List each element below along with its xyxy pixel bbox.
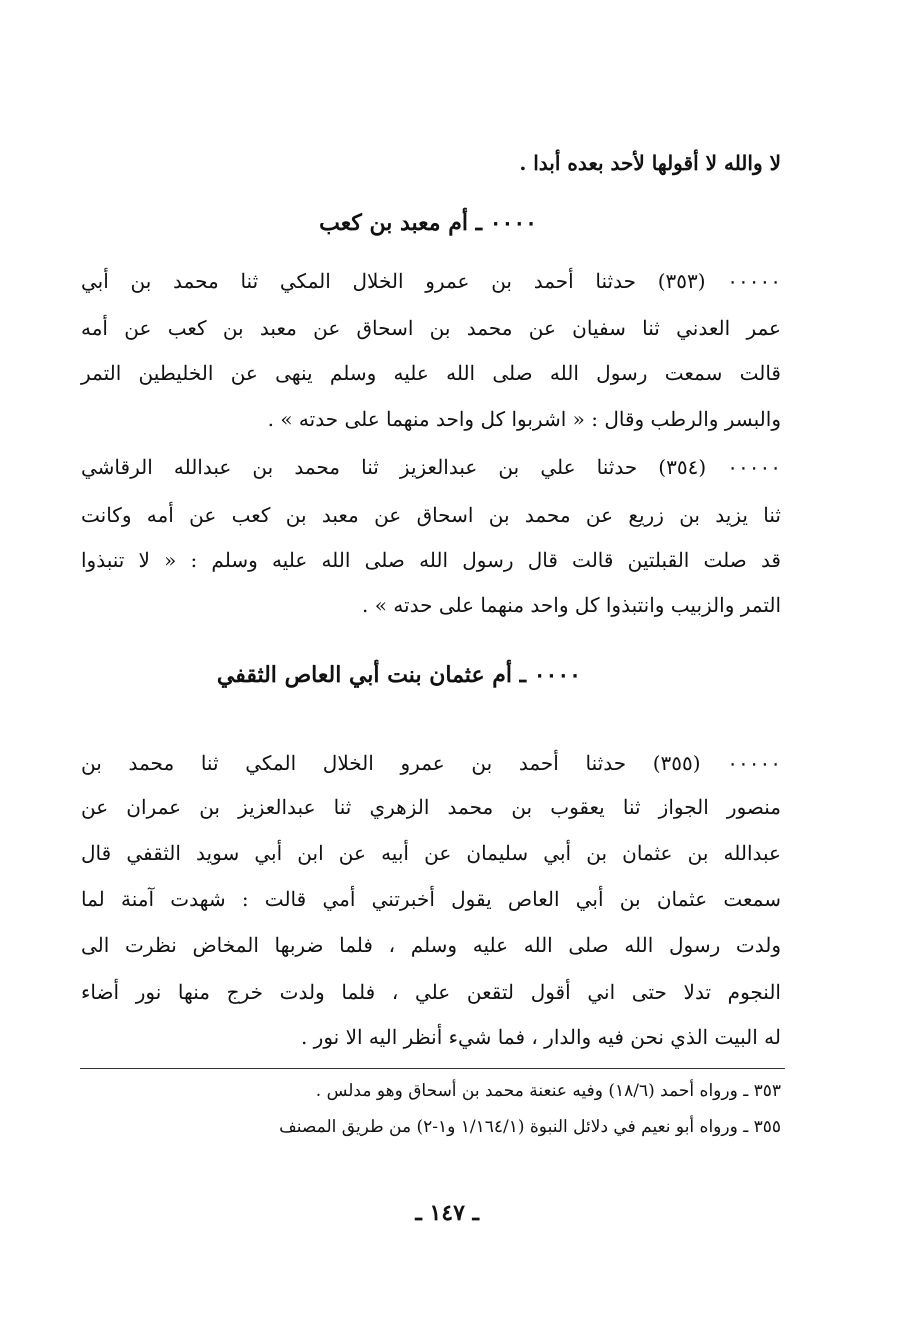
section-heading-umm-mabad: ٠٠٠٠ ـ أم معبد بن كعب (319, 210, 537, 236)
hadith-355-line-1: ٠٠٠٠٠ (٣٥٥) حدثنا أحمد بن عمرو الخلال المكي ثنا محمد بن (81, 751, 781, 775)
hadith-355-line-4: سمعت عثمان بن أبي العاص يقول أخبرتني أمي قالت : شهدت آمنة لما (81, 887, 781, 911)
hadith-353-line-1: ٠٠٠٠٠ (٣٥٣) حدثنا أحمد بن عمرو الخلال المكي ثنا محمد بن أبي (81, 269, 781, 293)
hadith-355-line-5: ولدت رسول الله صلى الله عليه وسلم ، فلما ضربها المخاض نظرت الى (81, 933, 781, 957)
opening-line: لا والله لا أقولها لأحد بعده أبدا . (519, 151, 781, 175)
hadith-355-line-7: له البيت الذي نحن فيه والدار ، فما شيء أنظر اليه الا نور . (300, 1025, 781, 1049)
footnote-353: ٣٥٣ ـ ورواه أحمد (١٨/٦) وفيه عنعنة محمد بن أسحاق وهو مدلس . (315, 1081, 781, 1101)
hadith-353-line-2: عمر العدني ثنا سفيان عن محمد بن اسحاق عن معبد بن كعب عن أمه (81, 316, 781, 340)
hadith-354-line-3: قد صلت القبلتين قالت قال رسول الله صلى الله عليه وسلم : « لا تنبذوا (81, 548, 781, 572)
page-number: ـ ١٤٧ ـ (415, 1200, 479, 1226)
hadith-355-line-2: منصور الجواز ثنا يعقوب بن محمد الزهري ثنا عبدالعزيز بن عمران عن (81, 795, 781, 819)
footnote-355: ٣٥٥ ـ ورواه أبو نعيم في دلائل النبوة (١/١٦٤/١ و١-٢) من طريق المصنف (279, 1117, 781, 1137)
section-heading-umm-uthman: ٠٠٠٠ ـ أم عثمان بنت أبي العاص الثقفي (216, 662, 581, 688)
hadith-353-line-3: قالت سمعت رسول الله صلى الله عليه وسلم ينهى عن الخليطين التمر (81, 361, 781, 385)
hadith-355-line-3: عبدالله بن عثمان بن أبي سليمان عن أبيه عن ابن أبي سويد الثقفي قال (81, 841, 781, 865)
footnote-divider (80, 1068, 785, 1069)
hadith-355-line-6: النجوم تدلا حتى اني أقول لتقعن علي ، فلما ولدت خرج منها نور أضاء (81, 980, 781, 1004)
hadith-353-line-4: والبسر والرطب وقال : « اشربوا كل واحد منهما على حدته » . (267, 407, 781, 431)
hadith-354-line-1: ٠٠٠٠٠ (٣٥٤) حدثنا علي بن عبدالعزيز ثنا محمد بن عبدالله الرقاشي (81, 455, 781, 479)
hadith-354-line-2: ثنا يزيد بن زريع عن محمد بن اسحاق عن معبد بن كعب عن أمه وكانت (81, 503, 781, 527)
hadith-354-line-4: التمر والزبيب وانتبذوا كل واحد منهما على حدته » . (362, 593, 781, 617)
